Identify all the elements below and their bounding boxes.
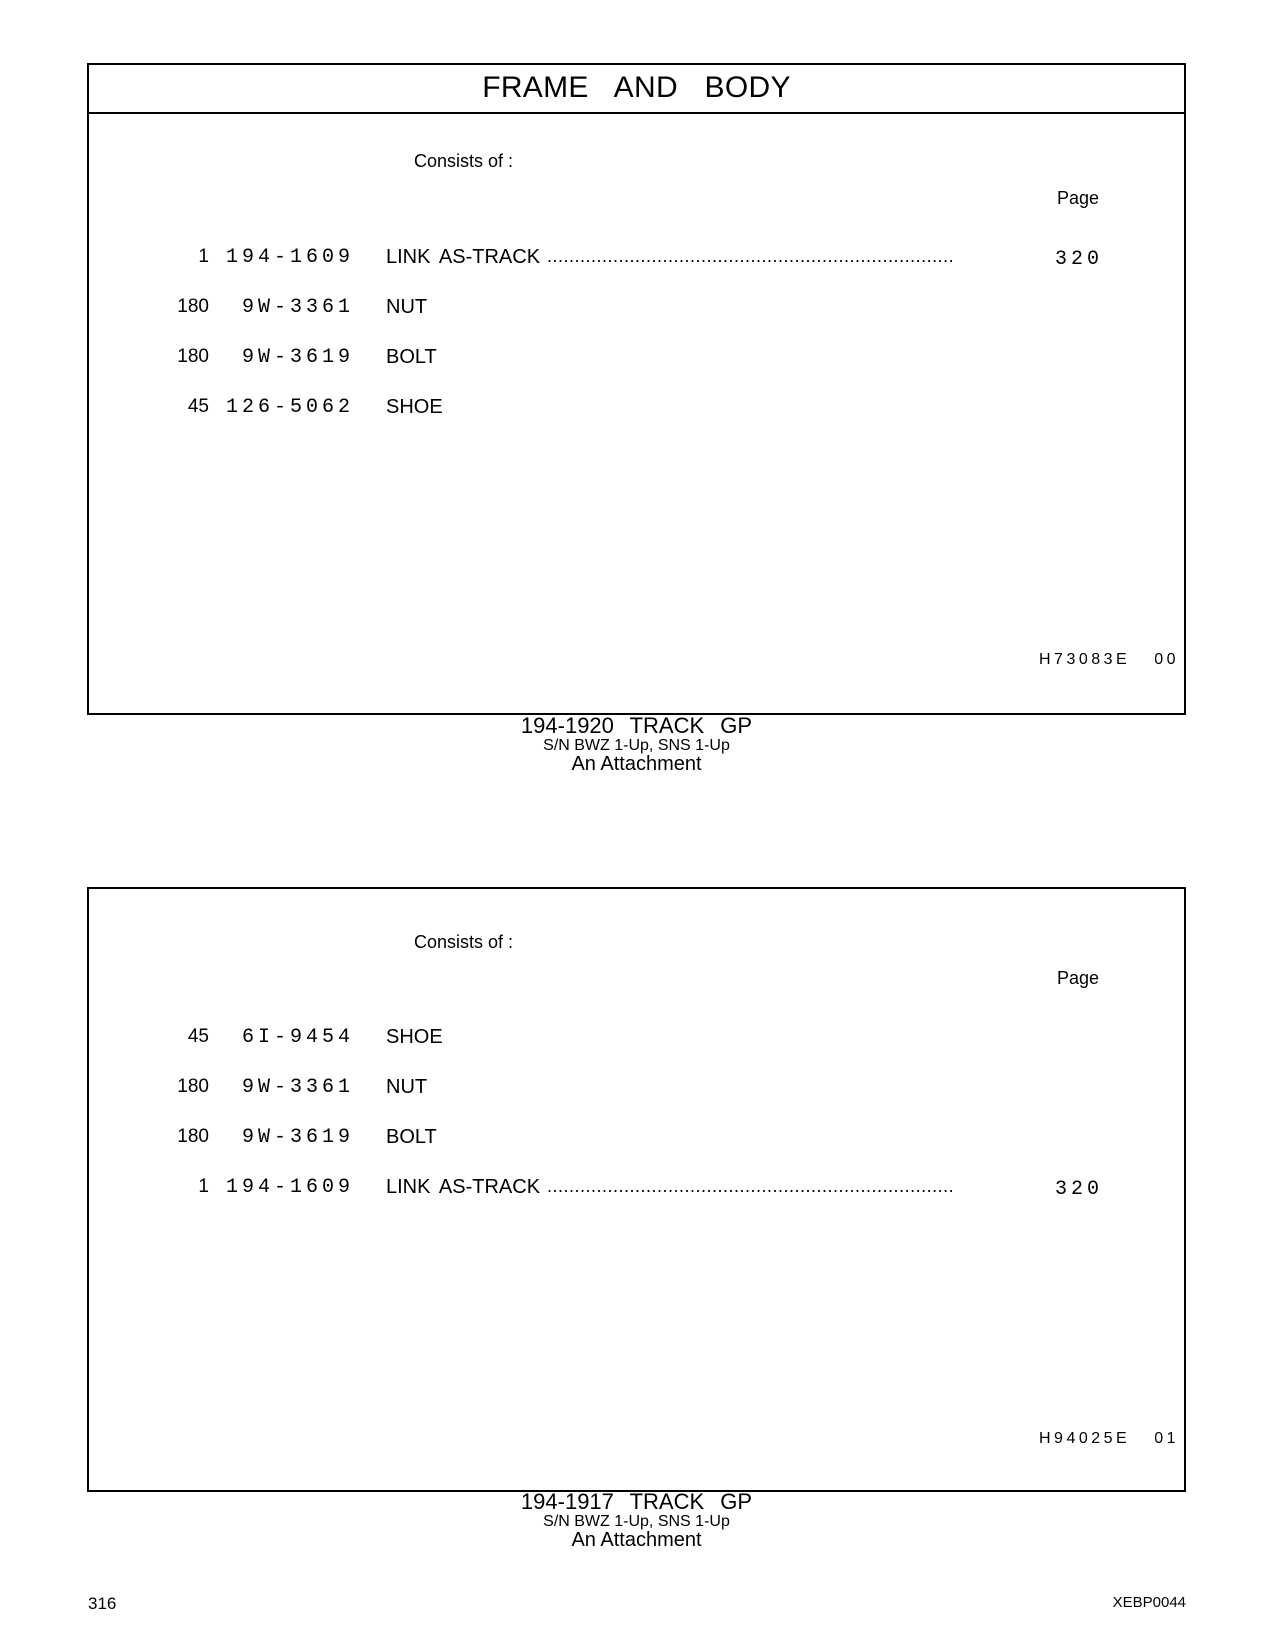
- part-qty: 45: [187, 396, 209, 417]
- group-caption-title: 194-1920 TRACK GP: [520, 713, 753, 738]
- parts-row: [89, 246, 1184, 276]
- document-code: XEBP0044: [1112, 1594, 1186, 1611]
- part-number-link[interactable]: 6I-9454: [241, 1026, 354, 1049]
- page-reference-link[interactable]: 320: [1055, 1178, 1104, 1201]
- part-number-link[interactable]: 126-5062: [225, 396, 354, 419]
- part-description: NUT: [386, 296, 428, 318]
- part-qty: 180: [177, 296, 209, 317]
- parts-row: [89, 1026, 1184, 1056]
- parts-row: [89, 1176, 1184, 1206]
- part-description: LINK AS-TRACK: [386, 246, 541, 268]
- group-caption-2: [87, 1490, 1186, 1551]
- parts-group-box-1: [87, 63, 1186, 715]
- group-caption-note: An Attachment: [571, 1529, 702, 1551]
- part-qty: 180: [177, 1076, 209, 1097]
- reference-code: H94025E: [1039, 1430, 1131, 1447]
- part-description: BOLT: [386, 1126, 437, 1148]
- part-qty: 1: [198, 1176, 209, 1197]
- page-number: 316: [88, 1594, 117, 1613]
- group-caption-title: 194-1917 TRACK GP: [520, 1489, 753, 1514]
- illustration-reference: [1039, 1430, 1179, 1448]
- leader-dots: ..........................................................................: [547, 1176, 955, 1196]
- group-caption-note: An Attachment: [571, 753, 702, 775]
- part-qty: 180: [177, 346, 209, 367]
- parts-group-box-2: [87, 887, 1186, 1492]
- illustration-reference: [1039, 651, 1179, 669]
- parts-row: [89, 1076, 1184, 1106]
- part-number-link[interactable]: 194-1609: [225, 1176, 354, 1199]
- group-caption-1: [87, 714, 1186, 775]
- part-description: BOLT: [386, 346, 437, 368]
- reference-revision: 00: [1154, 651, 1180, 668]
- page-reference-link[interactable]: 320: [1055, 248, 1104, 271]
- part-description: LINK AS-TRACK: [386, 1176, 541, 1198]
- group-caption-serial: S/N BWZ 1-Up, SNS 1-Up: [543, 737, 730, 754]
- parts-row: [89, 396, 1184, 426]
- part-description: NUT: [386, 1076, 428, 1098]
- part-number-link[interactable]: 9W-3619: [241, 346, 354, 369]
- parts-row: [89, 296, 1184, 326]
- part-qty: 1: [198, 246, 209, 267]
- part-qty: 45: [187, 1026, 209, 1047]
- part-number-link[interactable]: 9W-3361: [241, 1076, 354, 1099]
- part-description: SHOE: [386, 396, 443, 418]
- reference-code: H73083E: [1039, 651, 1131, 668]
- part-qty: 180: [177, 1126, 209, 1147]
- section-title: FRAME AND BODY: [89, 65, 1184, 114]
- parts-row: [89, 1126, 1184, 1156]
- part-description: SHOE: [386, 1026, 443, 1048]
- consists-of-label: Consists of :: [414, 932, 514, 952]
- consists-of-label: Consists of :: [414, 151, 514, 171]
- part-number-link[interactable]: 9W-3619: [241, 1126, 354, 1149]
- page-column-header: Page: [1057, 968, 1100, 988]
- part-number-link[interactable]: 194-1609: [225, 246, 354, 269]
- part-number-link[interactable]: 9W-3361: [241, 296, 354, 319]
- reference-revision: 01: [1154, 1430, 1180, 1447]
- parts-row: [89, 346, 1184, 376]
- leader-dots: ..........................................................................: [547, 246, 955, 266]
- page-column-header: Page: [1057, 188, 1100, 208]
- group-caption-serial: S/N BWZ 1-Up, SNS 1-Up: [543, 1513, 730, 1530]
